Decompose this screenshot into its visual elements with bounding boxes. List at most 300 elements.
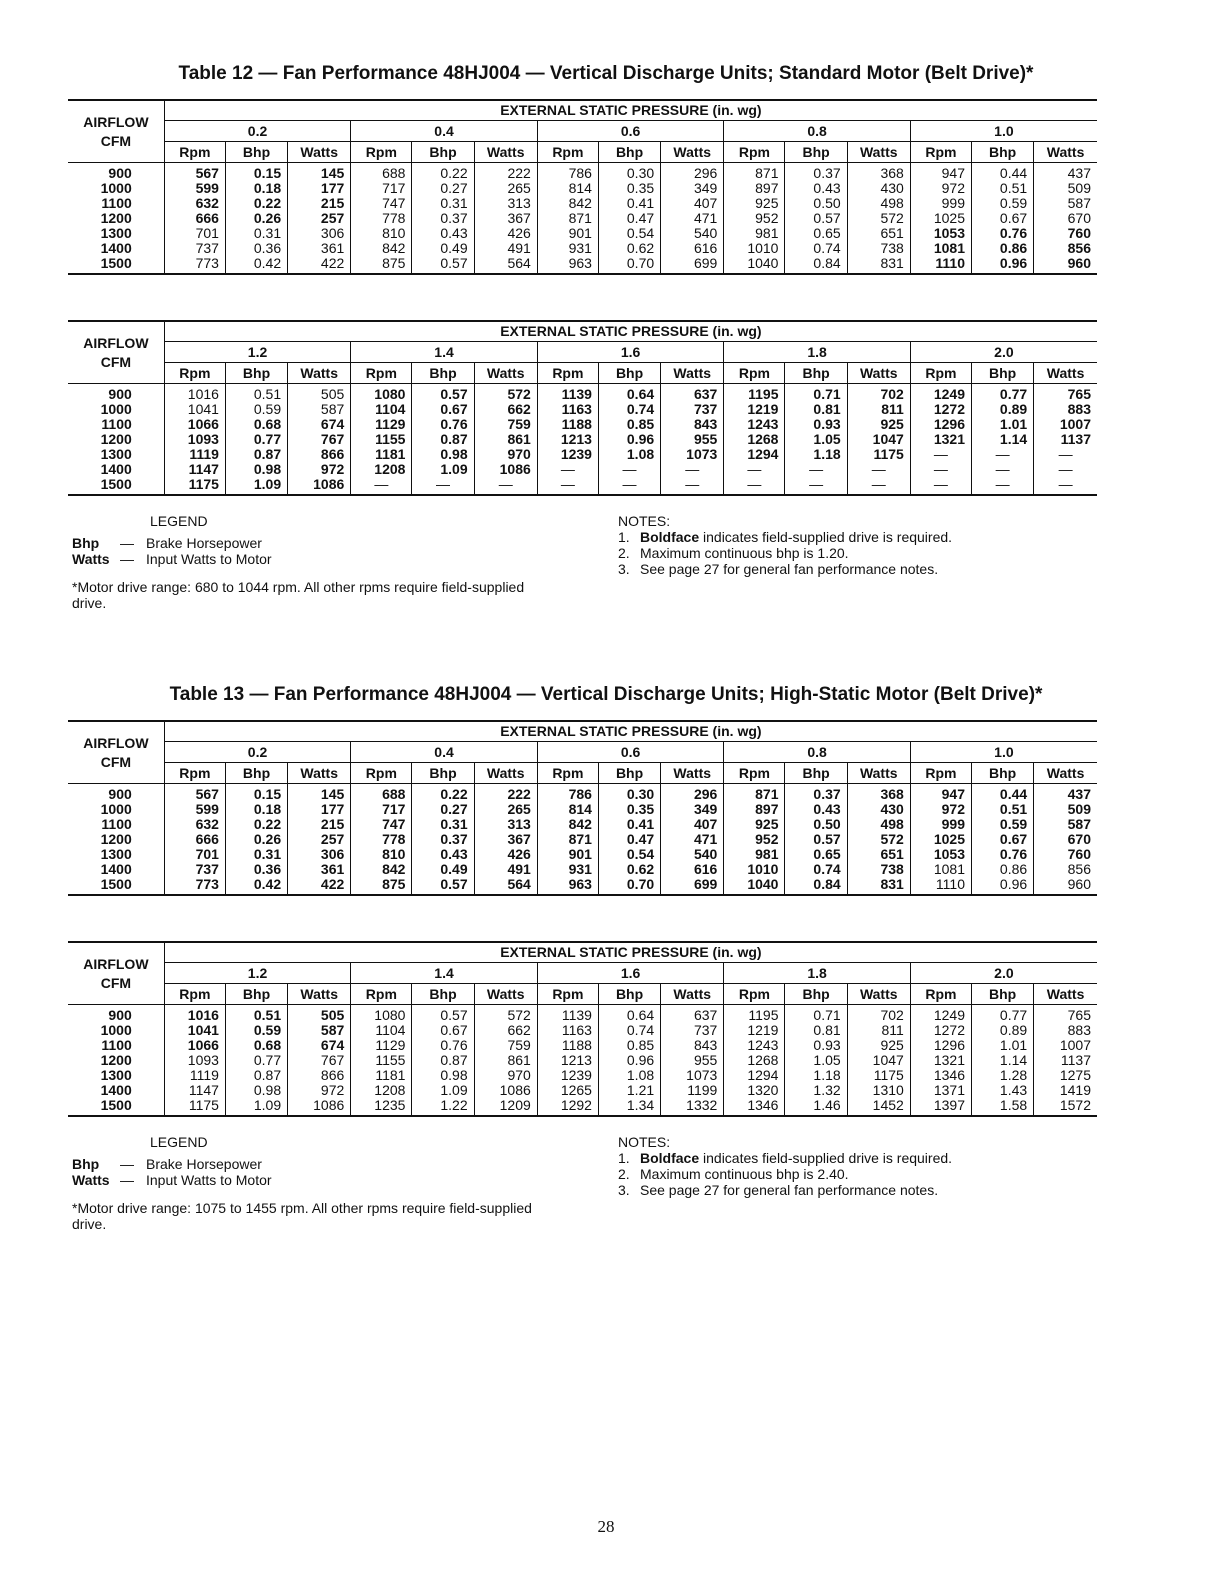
- data-cell: —: [1034, 477, 1097, 495]
- data-cell: 1.01: [972, 417, 1034, 432]
- data-cell: 1213: [537, 432, 598, 447]
- note-body-text: indicates field-supplied drive is required.: [699, 529, 953, 545]
- data-cell: —: [661, 462, 724, 477]
- data-cell: 1239: [537, 1068, 598, 1083]
- data-cell: 491: [474, 862, 537, 877]
- data-cell: 1110: [910, 256, 971, 274]
- data-cell: —: [724, 477, 785, 495]
- data-cell: 1040: [724, 877, 785, 895]
- data-cell: 871: [724, 784, 785, 803]
- column-header: Rpm: [537, 984, 598, 1005]
- data-cell: 1.43: [972, 1083, 1034, 1098]
- table-12-footnote: *Motor drive range: 680 to 1044 rpm. All other rpms require field-supplied drive.: [72, 579, 525, 611]
- data-cell: 814: [537, 802, 598, 817]
- data-cell: 0.42: [225, 877, 287, 895]
- table-row: [68, 402, 1097, 417]
- data-cell: 1275: [1034, 1068, 1097, 1083]
- data-cell: 1016: [164, 384, 225, 403]
- data-cell: 0.74: [785, 862, 847, 877]
- column-header: Bhp: [598, 763, 660, 784]
- data-cell: 1296: [910, 1038, 971, 1053]
- column-header: Watts: [288, 763, 351, 784]
- data-cell: 599: [164, 802, 225, 817]
- page-number: 28: [597, 1517, 615, 1536]
- data-cell: 1249: [910, 1005, 971, 1024]
- data-cell: 1195: [724, 384, 785, 403]
- external-static-pressure-header: EXTERNAL STATIC PRESSURE (in. wg): [164, 321, 1097, 342]
- airflow-header-line: CFM: [100, 974, 132, 991]
- column-header: Watts: [1034, 984, 1097, 1005]
- data-cell: 1007: [1034, 1038, 1097, 1053]
- data-cell: 616: [661, 862, 724, 877]
- data-cell: 0.31: [412, 196, 474, 211]
- table-12-title: Table 12 — Fan Performance 48HJ004 — Vertical Discharge Units; Standard Motor (Belt Drive)*: [178, 63, 1034, 84]
- data-cell: 0.59: [225, 1023, 287, 1038]
- data-cell: 883: [1034, 402, 1097, 417]
- data-cell: 564: [474, 256, 537, 274]
- data-cell: 662: [474, 402, 537, 417]
- column-header: Watts: [661, 763, 724, 784]
- airflow-header: [68, 942, 164, 1005]
- data-cell: 1268: [724, 432, 785, 447]
- data-cell: 0.57: [785, 832, 847, 847]
- airflow-cfm-cell: 1300: [68, 447, 164, 462]
- data-cell: 1163: [537, 402, 598, 417]
- data-cell: 1.32: [785, 1083, 847, 1098]
- data-cell: 1419: [1034, 1083, 1097, 1098]
- data-cell: 1.46: [785, 1098, 847, 1116]
- pressure-group-header: 1.4: [351, 963, 538, 984]
- data-cell: 972: [288, 462, 351, 477]
- data-cell: 1163: [537, 1023, 598, 1038]
- data-cell: —: [785, 477, 847, 495]
- column-header: Rpm: [164, 763, 225, 784]
- legend-dash: —: [120, 1172, 134, 1188]
- airflow-header-line: CFM: [100, 753, 132, 770]
- data-cell: 1086: [474, 462, 537, 477]
- data-cell: 222: [474, 784, 537, 803]
- data-cell: 952: [724, 211, 785, 226]
- table-row: [68, 847, 1097, 862]
- table-row: [68, 1023, 1097, 1038]
- table-row: [68, 802, 1097, 817]
- data-cell: 875: [351, 877, 412, 895]
- data-cell: 1093: [164, 1053, 225, 1068]
- column-header: Watts: [288, 984, 351, 1005]
- column-header: Watts: [474, 142, 537, 163]
- data-cell: 0.35: [598, 802, 660, 817]
- legend-abbr: Watts: [72, 551, 110, 567]
- data-cell: 1110: [910, 877, 971, 895]
- data-cell: 0.81: [785, 1023, 847, 1038]
- data-cell: 361: [288, 862, 351, 877]
- legend-abbr: Bhp: [72, 1156, 100, 1172]
- data-cell: 407: [661, 196, 724, 211]
- column-header: Rpm: [164, 142, 225, 163]
- data-cell: 437: [1034, 163, 1097, 182]
- note-number: 2.: [618, 545, 630, 561]
- data-cell: 1053: [910, 226, 971, 241]
- data-cell: 0.47: [598, 211, 660, 226]
- data-cell: 430: [847, 802, 910, 817]
- table-row: [68, 256, 1097, 274]
- data-cell: 0.67: [412, 402, 474, 417]
- data-cell: 1.09: [225, 477, 287, 495]
- data-cell: 901: [537, 226, 598, 241]
- airflow-cfm-cell: 900: [68, 784, 164, 803]
- data-cell: 0.51: [972, 802, 1034, 817]
- data-cell: 1.22: [412, 1098, 474, 1116]
- data-cell: 738: [847, 862, 910, 877]
- data-cell: 1066: [164, 417, 225, 432]
- airflow-header-line: AIRFLOW: [83, 734, 149, 751]
- data-cell: 0.26: [225, 832, 287, 847]
- table-13-legend: [72, 1134, 272, 1188]
- external-static-pressure-header: EXTERNAL STATIC PRESSURE (in. wg): [164, 100, 1097, 121]
- data-cell: 1.14: [972, 1053, 1034, 1068]
- data-cell: 1219: [724, 1023, 785, 1038]
- data-cell: 0.76: [412, 417, 474, 432]
- data-cell: 1208: [351, 462, 412, 477]
- data-cell: 1294: [724, 447, 785, 462]
- data-cell: 505: [288, 1005, 351, 1024]
- data-cell: 981: [724, 847, 785, 862]
- airflow-cfm-cell: 1400: [68, 241, 164, 256]
- data-cell: 422: [288, 877, 351, 895]
- data-cell: 1093: [164, 432, 225, 447]
- data-cell: 1119: [164, 447, 225, 462]
- column-header: Bhp: [412, 363, 474, 384]
- airflow-cfm-cell: 900: [68, 384, 164, 403]
- data-cell: 765: [1034, 1005, 1097, 1024]
- data-cell: —: [972, 447, 1034, 462]
- note-item: [618, 545, 952, 561]
- data-cell: 0.87: [225, 1068, 287, 1083]
- data-cell: 567: [164, 163, 225, 182]
- data-cell: 1.18: [785, 1068, 847, 1083]
- legend-title: LEGEND: [150, 513, 208, 529]
- note-number: 1.: [618, 529, 630, 545]
- table-12-legend: [72, 513, 272, 567]
- data-cell: 0.65: [785, 847, 847, 862]
- airflow-cfm-cell: 1500: [68, 477, 164, 495]
- data-cell: 616: [661, 241, 724, 256]
- note-text: [640, 1166, 849, 1182]
- airflow-cfm-cell: 1300: [68, 847, 164, 862]
- data-cell: 765: [1034, 384, 1097, 403]
- data-cell: 0.96: [972, 877, 1034, 895]
- pressure-group-header: 1.0: [910, 121, 1097, 142]
- data-cell: 1243: [724, 417, 785, 432]
- data-cell: 688: [351, 163, 412, 182]
- data-cell: 688: [351, 784, 412, 803]
- data-cell: 0.57: [412, 1005, 474, 1024]
- data-cell: 1.08: [598, 1068, 660, 1083]
- data-cell: 0.31: [412, 817, 474, 832]
- data-cell: 0.30: [598, 163, 660, 182]
- legend-dash: —: [120, 535, 134, 551]
- data-cell: —: [910, 477, 971, 495]
- data-cell: 1332: [661, 1098, 724, 1116]
- data-cell: 1219: [724, 402, 785, 417]
- data-cell: 0.54: [598, 847, 660, 862]
- data-cell: 0.44: [972, 784, 1034, 803]
- data-cell: 1086: [288, 1098, 351, 1116]
- data-cell: 1346: [724, 1098, 785, 1116]
- data-cell: 0.27: [412, 181, 474, 196]
- table-row: [68, 862, 1097, 877]
- data-cell: 0.41: [598, 196, 660, 211]
- table-row: [68, 1053, 1097, 1068]
- data-cell: 0.67: [412, 1023, 474, 1038]
- external-static-pressure-header: EXTERNAL STATIC PRESSURE (in. wg): [164, 721, 1097, 742]
- note-body-text: See page 27 for general fan performance notes.: [640, 561, 939, 577]
- data-cell: 699: [661, 256, 724, 274]
- table-row: [68, 817, 1097, 832]
- data-cell: 843: [661, 417, 724, 432]
- data-cell: 0.18: [225, 181, 287, 196]
- data-cell: 871: [537, 211, 598, 226]
- data-cell: —: [724, 462, 785, 477]
- legend-desc: Brake Horsepower: [146, 1156, 262, 1172]
- table-13-title: Table 13 — Fan Performance 48HJ004 — Vertical Discharge Units; High-Static Motor (Belt Drive)*: [169, 684, 1043, 705]
- data-cell: 430: [847, 181, 910, 196]
- column-header: Rpm: [910, 363, 971, 384]
- pressure-group-header: 1.6: [537, 342, 724, 363]
- note-number: 3.: [618, 561, 630, 577]
- column-header: Rpm: [351, 363, 412, 384]
- airflow-cfm-cell: 1000: [68, 402, 164, 417]
- data-cell: 257: [288, 211, 351, 226]
- data-cell: 861: [474, 1053, 537, 1068]
- data-cell: 1.34: [598, 1098, 660, 1116]
- data-cell: 0.36: [225, 241, 287, 256]
- data-cell: 955: [661, 1053, 724, 1068]
- data-cell: 866: [288, 447, 351, 462]
- notes-title: NOTES:: [618, 513, 671, 529]
- note-number: 1.: [618, 1150, 630, 1166]
- data-cell: 0.85: [598, 1038, 660, 1053]
- data-cell: 670: [1034, 832, 1097, 847]
- data-cell: 0.84: [785, 877, 847, 895]
- data-cell: 947: [910, 163, 971, 182]
- airflow-header: [68, 721, 164, 784]
- data-cell: 0.87: [412, 432, 474, 447]
- data-cell: 540: [661, 226, 724, 241]
- legend-desc: Input Watts to Motor: [146, 551, 272, 567]
- data-cell: —: [537, 462, 598, 477]
- data-cell: 999: [910, 817, 971, 832]
- data-cell: 0.37: [785, 784, 847, 803]
- data-cell: 0.27: [412, 802, 474, 817]
- data-cell: 1294: [724, 1068, 785, 1083]
- data-cell: 1040: [724, 256, 785, 274]
- data-cell: 842: [537, 817, 598, 832]
- data-cell: 0.49: [412, 862, 474, 877]
- airflow-cfm-cell: 1300: [68, 226, 164, 241]
- data-cell: 767: [288, 1053, 351, 1068]
- note-number: 3.: [618, 1182, 630, 1198]
- data-cell: 587: [1034, 196, 1097, 211]
- data-cell: 0.96: [598, 432, 660, 447]
- column-header: Rpm: [537, 142, 598, 163]
- data-cell: 814: [537, 181, 598, 196]
- data-cell: 0.51: [225, 384, 287, 403]
- column-header: Bhp: [225, 142, 287, 163]
- data-cell: 897: [724, 802, 785, 817]
- airflow-cfm-cell: 1500: [68, 1098, 164, 1116]
- data-cell: 0.76: [972, 226, 1034, 241]
- data-cell: 1080: [351, 384, 412, 403]
- airflow-cfm-cell: 1000: [68, 1023, 164, 1038]
- column-header: Watts: [288, 363, 351, 384]
- column-header: Watts: [1034, 142, 1097, 163]
- column-header: Bhp: [598, 984, 660, 1005]
- data-cell: 215: [288, 196, 351, 211]
- airflow-cfm-cell: 1100: [68, 196, 164, 211]
- data-cell: 0.64: [598, 384, 660, 403]
- data-cell: 0.84: [785, 256, 847, 274]
- data-cell: 1147: [164, 1083, 225, 1098]
- table-13-footnote: *Motor drive range: 1075 to 1455 rpm. All other rpms require field-supplied drive.: [72, 1200, 532, 1232]
- data-cell: 786: [537, 784, 598, 803]
- data-cell: 0.86: [972, 862, 1034, 877]
- data-cell: 1296: [910, 417, 971, 432]
- data-cell: 0.59: [225, 402, 287, 417]
- data-cell: 717: [351, 802, 412, 817]
- data-cell: 637: [661, 384, 724, 403]
- data-cell: 0.30: [598, 784, 660, 803]
- table-row: [68, 447, 1097, 462]
- data-cell: 972: [910, 802, 971, 817]
- column-header: Watts: [288, 142, 351, 163]
- data-cell: 662: [474, 1023, 537, 1038]
- airflow-cfm-cell: 1500: [68, 256, 164, 274]
- column-header: Bhp: [972, 363, 1034, 384]
- airflow-cfm-cell: 1200: [68, 832, 164, 847]
- data-cell: 1195: [724, 1005, 785, 1024]
- data-cell: 737: [164, 241, 225, 256]
- table-row: [68, 784, 1097, 803]
- data-cell: 296: [661, 784, 724, 803]
- data-cell: 572: [847, 832, 910, 847]
- data-cell: 952: [724, 832, 785, 847]
- data-cell: 0.98: [412, 447, 474, 462]
- data-cell: 0.57: [412, 384, 474, 403]
- data-cell: 0.62: [598, 241, 660, 256]
- data-cell: 717: [351, 181, 412, 196]
- data-cell: —: [847, 477, 910, 495]
- column-header: Bhp: [225, 763, 287, 784]
- data-cell: 960: [1034, 256, 1097, 274]
- data-cell: —: [412, 477, 474, 495]
- column-header: Rpm: [537, 363, 598, 384]
- data-cell: 0.93: [785, 417, 847, 432]
- data-cell: 1119: [164, 1068, 225, 1083]
- data-cell: 0.31: [225, 226, 287, 241]
- table-row: [68, 226, 1097, 241]
- column-header: Watts: [847, 984, 910, 1005]
- column-header: Rpm: [164, 984, 225, 1005]
- data-cell: 361: [288, 241, 351, 256]
- column-header: Rpm: [351, 142, 412, 163]
- data-cell: 1010: [724, 241, 785, 256]
- data-cell: 1208: [351, 1083, 412, 1098]
- pressure-group-header: 1.4: [351, 342, 538, 363]
- note-bold-text: Boldface: [640, 529, 700, 545]
- note-item: [618, 529, 952, 545]
- data-cell: 925: [724, 817, 785, 832]
- airflow-header-line: AIRFLOW: [83, 955, 149, 972]
- data-cell: 981: [724, 226, 785, 241]
- data-cell: 701: [164, 226, 225, 241]
- column-header: Watts: [661, 363, 724, 384]
- data-cell: 306: [288, 847, 351, 862]
- pressure-group-header: 1.6: [537, 963, 724, 984]
- data-cell: 1.09: [225, 1098, 287, 1116]
- data-cell: 145: [288, 163, 351, 182]
- data-cell: 0.50: [785, 817, 847, 832]
- data-cell: 1139: [537, 384, 598, 403]
- data-cell: 947: [910, 784, 971, 803]
- column-header: Rpm: [351, 763, 412, 784]
- airflow-cfm-cell: 1000: [68, 181, 164, 196]
- column-header: Bhp: [412, 142, 474, 163]
- column-header: Rpm: [724, 363, 785, 384]
- table-row: [68, 432, 1097, 447]
- data-cell: 1.21: [598, 1083, 660, 1098]
- pressure-group-header: 0.6: [537, 742, 724, 763]
- data-cell: 760: [1034, 847, 1097, 862]
- data-cell: 778: [351, 211, 412, 226]
- data-cell: 0.76: [412, 1038, 474, 1053]
- data-cell: 1371: [910, 1083, 971, 1098]
- airflow-cfm-cell: 1100: [68, 1038, 164, 1053]
- data-cell: —: [598, 462, 660, 477]
- data-cell: —: [474, 477, 537, 495]
- data-cell: 505: [288, 384, 351, 403]
- data-cell: 1452: [847, 1098, 910, 1116]
- data-cell: 349: [661, 181, 724, 196]
- note-text: [640, 545, 849, 561]
- column-header: Rpm: [164, 363, 225, 384]
- data-cell: 901: [537, 847, 598, 862]
- data-cell: 970: [474, 447, 537, 462]
- airflow-cfm-cell: 1400: [68, 862, 164, 877]
- data-cell: 699: [661, 877, 724, 895]
- airflow-header: [68, 321, 164, 384]
- data-cell: 498: [847, 196, 910, 211]
- data-cell: 567: [164, 784, 225, 803]
- column-header: Bhp: [225, 984, 287, 1005]
- data-cell: 1572: [1034, 1098, 1097, 1116]
- note-body-text: See page 27 for general fan performance notes.: [640, 1182, 939, 1198]
- pressure-group-header: 1.0: [910, 742, 1097, 763]
- data-cell: 1249: [910, 384, 971, 403]
- data-cell: 786: [537, 163, 598, 182]
- data-cell: 1175: [847, 447, 910, 462]
- pressure-group-header: 0.2: [164, 742, 351, 763]
- column-header: Watts: [847, 142, 910, 163]
- data-cell: 738: [847, 241, 910, 256]
- data-cell: 1104: [351, 402, 412, 417]
- airflow-cfm-cell: 1200: [68, 432, 164, 447]
- data-cell: 1268: [724, 1053, 785, 1068]
- data-cell: 426: [474, 847, 537, 862]
- column-header: Bhp: [972, 142, 1034, 163]
- column-header: Bhp: [972, 984, 1034, 1005]
- data-cell: 925: [847, 417, 910, 432]
